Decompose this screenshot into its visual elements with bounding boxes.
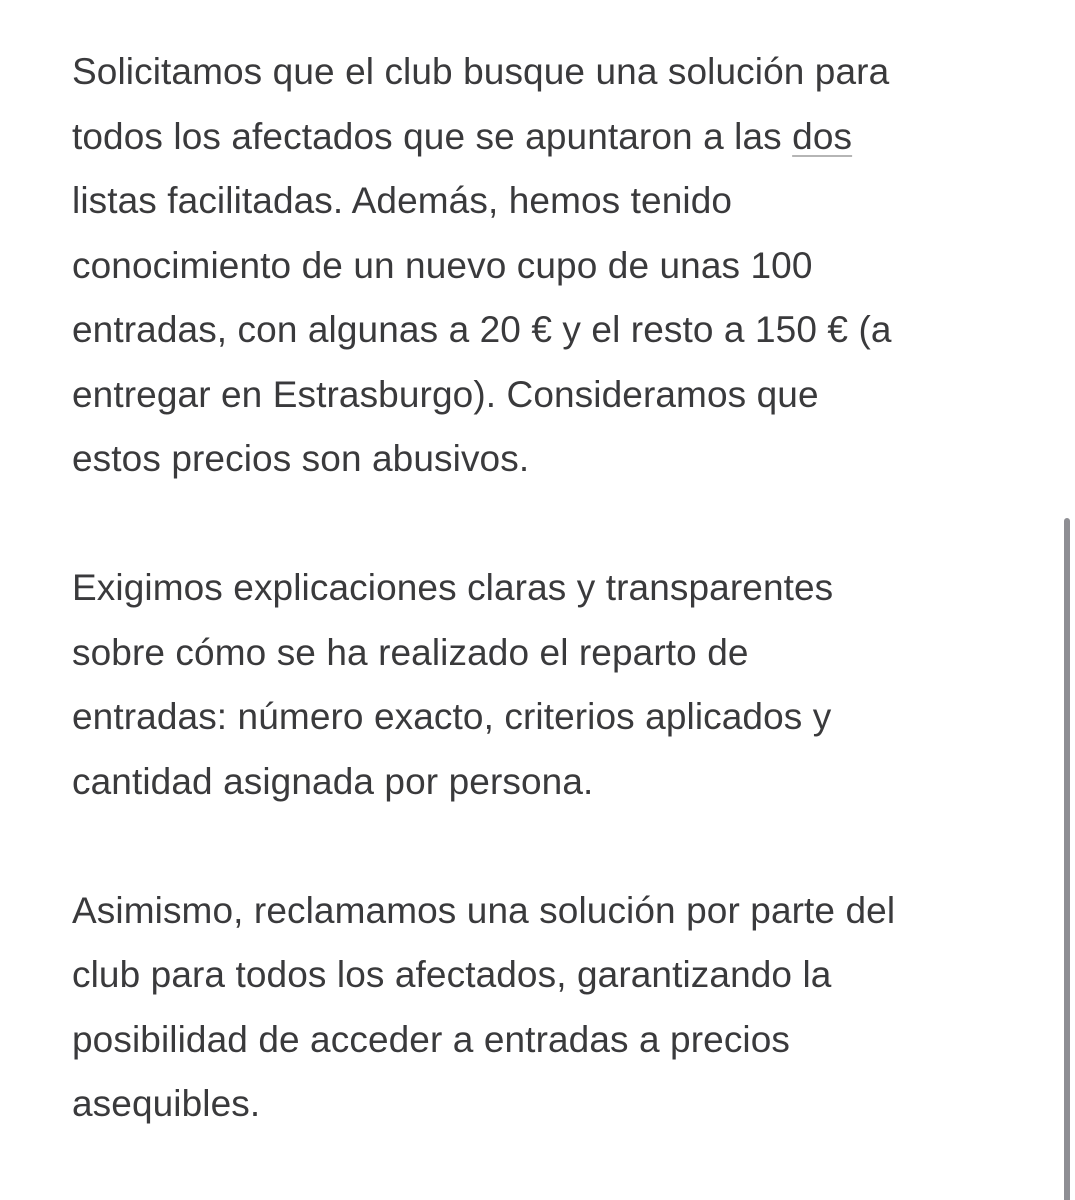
vertical-scrollbar[interactable] <box>1061 0 1075 1200</box>
text-line: asequibles. <box>72 1083 261 1124</box>
text-line: estos precios son abusivos. <box>72 438 530 479</box>
text-line: sobre cómo se ha realizado el reparto de <box>72 631 749 673</box>
paragraph-spacer <box>72 814 1062 879</box>
text-line: entregar en Estrasburgo). Consideramos que <box>72 373 819 415</box>
text-line: posibilidad de acceder a entradas a precios <box>72 1018 791 1060</box>
paragraph-request-solution <box>72 40 1062 492</box>
text-fragment: todos los afectados que se apuntaron a las <box>72 115 793 157</box>
text-line: Exigimos explicaciones claras y transparentes <box>72 567 834 608</box>
article-body <box>72 40 1062 1137</box>
paragraph-demand-explanations <box>72 556 1062 814</box>
scrollbar-thumb[interactable] <box>1064 518 1070 1200</box>
text-line: entradas, con algunas a 20 € y el resto a 150 € (a <box>72 309 892 350</box>
text-line: cantidad asignada por persona. <box>72 760 594 802</box>
paragraph-claim-solution <box>72 879 1062 1137</box>
text-line: entradas: número exacto, criterios aplicados y <box>72 696 832 737</box>
text-line: Asimismo, reclamamos una solución por parte del <box>72 889 896 931</box>
paragraph-spacer <box>72 492 1062 557</box>
text-line: club para todos los afectados, garantizando la <box>72 954 832 995</box>
dos-link[interactable]: dos <box>792 115 853 157</box>
text-line: listas facilitadas. Además, hemos tenido <box>72 180 733 221</box>
text-line: conocimiento de un nuevo cupo de unas 100 <box>72 244 813 286</box>
text-line <box>72 105 1062 170</box>
text-line: Solicitamos que el club busque una solución para <box>72 51 890 92</box>
